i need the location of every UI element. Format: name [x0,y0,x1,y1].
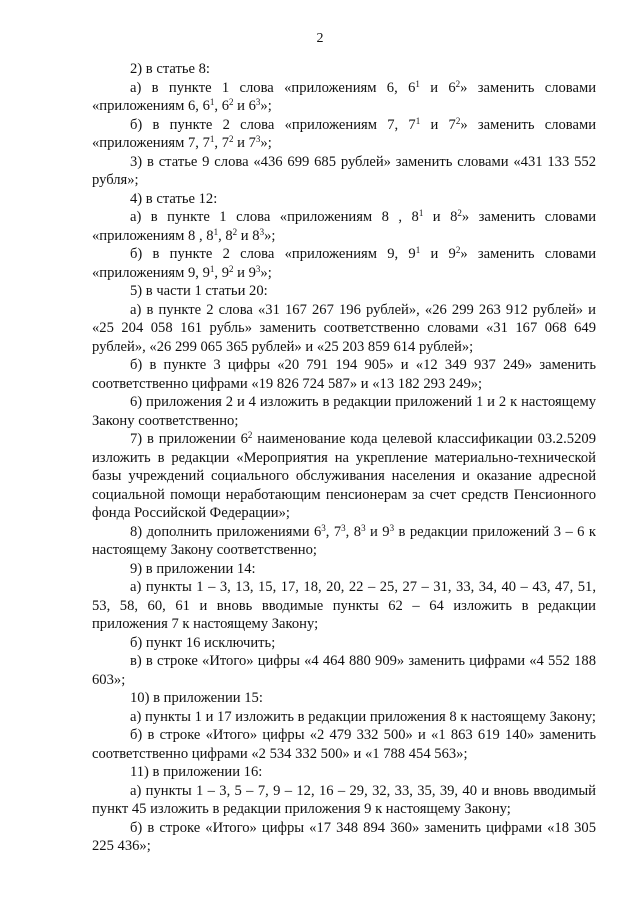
paragraph: 10) в приложении 15: [130,690,263,706]
paragraph: б) пункт 16 исключить; [130,634,276,651]
paragraph: б) в строке «Итого» цифры «17 348 894 360» заменить цифрами «18 305 225 436»; [92,819,596,854]
paragraph: а) в пункте 2 слова «31 167 267 196 рублей», «26 299 263 912 рублей» и «25 204 058 161 рубль» заменить соответственно словами «31 167 068 649 рублей», «26 299 065 365 рублей» и «25 203 859 614 рублей»; [92,301,596,355]
paragraph: б) в пункте 3 цифры «20 791 194 905» и «12 349 937 249» заменить соответственно цифрами «19 826 724 587» и «13 182 293 249»; [92,357,596,392]
paragraph: 6) приложения 2 и 4 изложить в редакции приложений 1 и 2 к настоящему Закону соответственно; [92,394,596,429]
paragraph: а) пункты 1 – 3, 5 – 7, 9 – 12, 16 – 29, 32, 33, 35, 39, 40 и вновь вводимый пункт 45 изложить в редакции приложения 9 к настоящему Закону; [92,782,596,817]
paragraph: 5) в части 1 статьи 20: [130,283,268,299]
paragraph: а) пункты 1 и 17 изложить в редакции приложения 8 к настоящему Закону; [130,708,596,725]
paragraph: 2) в статье 8: [130,61,210,77]
paragraph: 7) в приложении $6^2$ наименование кода целевой классификации 03.2.5209 изложить в редакции «Мероприятия на укрепление материально-технической базы учреждений социального обслуживания населения и оказание адресной социальной помощи неработающим пенсионерам за счет средств Пенсионного фонда Российской Федерации»; [92,430,596,521]
document-body [92,60,596,856]
paragraph: 3) в статье 9 слова «436 699 685 рублей» заменить словами «431 133 552 рубля»; [92,153,596,188]
paragraph: б) в строке «Итого» цифры «2 479 332 500» и «1 863 619 140» заменить соответственно цифрами «2 534 332 500» и «1 788 454 563»; [92,727,596,762]
paragraph: 4) в статье 12: [130,190,218,207]
paragraph: а) в пункте 1 слова «приложениям 8 , $8^1$ и $8^2$» заменить словами «приложениям 8 , $8^1$, $8^2$ и $8^3$»; [92,208,597,244]
paragraph: в) в строке «Итого» цифры «4 464 880 909» заменить цифрами «4 552 188 603»; [92,653,596,688]
paragraph: а) пункты 1 – 3, 13, 15, 17, 18, 20, 22 – 25, 27 – 31, 33, 34, 40 – 43, 47, 51, 53, 58, 60, 61 и вновь вводимые пункты 62 – 64 изложить в редакции приложения 7 к настоящему Закону; [92,579,596,632]
paragraph: 9) в приложении 14: [130,560,256,577]
page-number: 2 [316,31,324,46]
paragraph: а) в пункте 1 слова «приложениям 6, $6^1$ и $6^2$» заменить словами «приложениям 6, $6^1$, $6^2$ и $6^3$»; [92,78,597,114]
paragraph: 11) в приложении 16: [130,764,263,780]
paragraph: б) в пункте 2 слова «приложениям 7, $7^1$ и $7^2$» заменить словами «приложениям 7, $7^1$, $7^2$ и $7^3$»; [92,115,597,151]
paragraph: б) в пункте 2 слова «приложениям 9, $9^1$ и $9^2$» заменить словами «приложениям 9, $9^1$, $9^2$ и $9^3$»; [92,245,597,281]
paragraph: 8) дополнить приложениями $6^3$, $7^3$, $8^3$ и $9^3$ в редакции приложений 3 – 6 к настоящему Закону соответственно; [92,522,597,558]
